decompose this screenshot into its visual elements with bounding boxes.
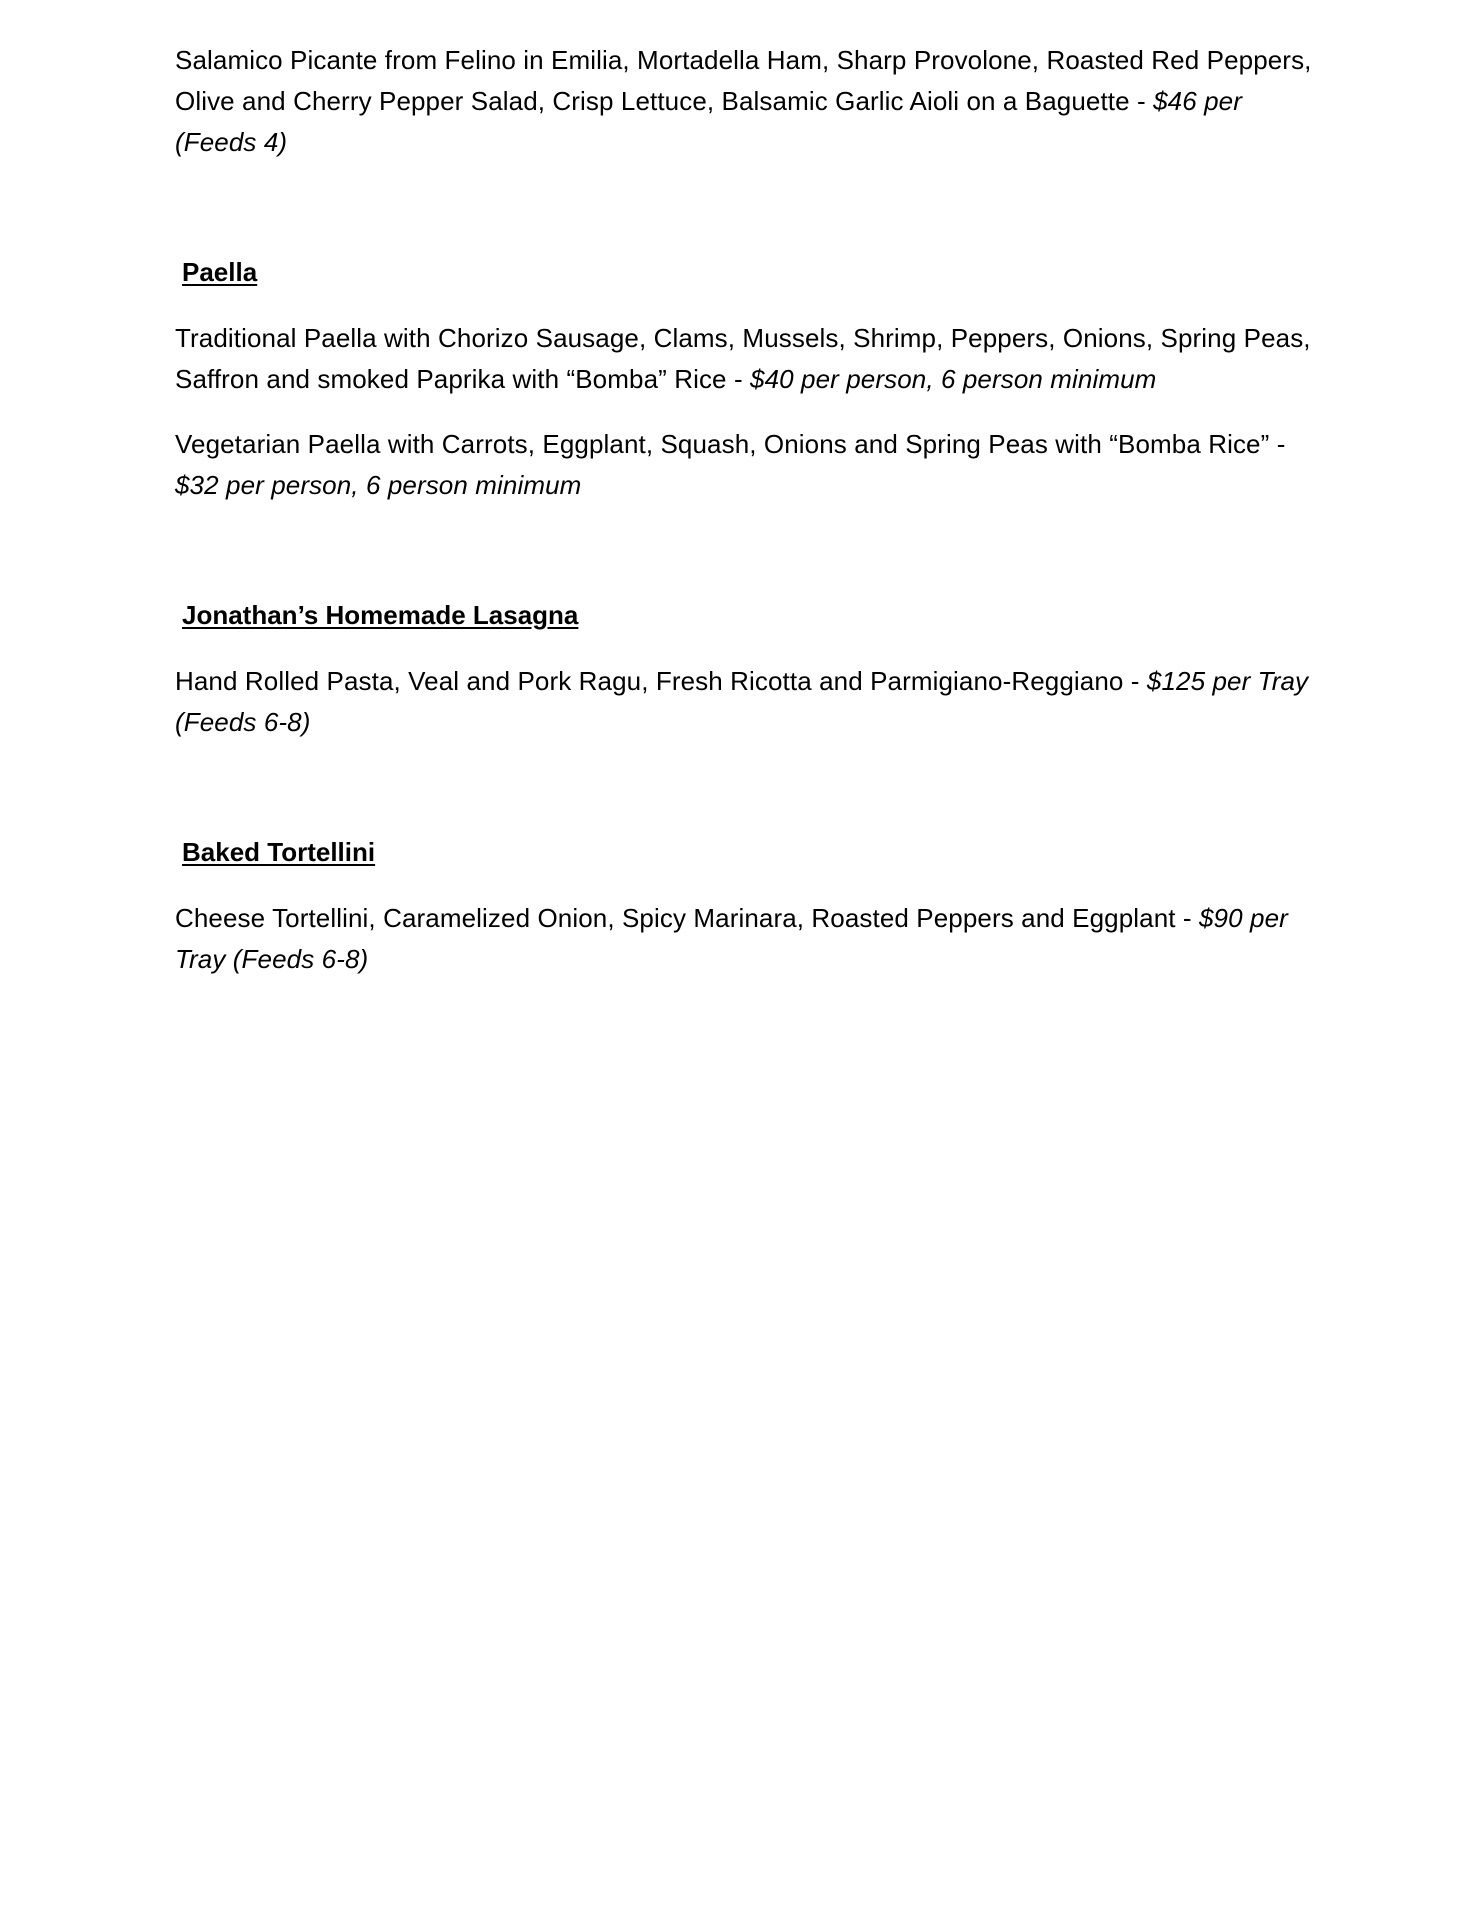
lasagna-text bbox=[175, 661, 1325, 743]
tortellini-description: Cheese Tortellini, Caramelized Onion, Spicy Marinara, Roasted Peppers and Eggplant - bbox=[175, 903, 1199, 933]
tortellini-section bbox=[175, 832, 1325, 873]
lasagna-description: Hand Rolled Pasta, Veal and Pork Ragu, Fresh Ricotta and Parmigiano-Reggiano - bbox=[175, 666, 1147, 696]
sandwich-text bbox=[175, 40, 1325, 163]
paella-traditional-item bbox=[175, 318, 1325, 400]
tortellini-item bbox=[175, 898, 1325, 980]
lasagna-heading: Jonathan’s Homemade Lasagna bbox=[182, 600, 579, 630]
paella-vegetarian-price: $32 per person, 6 person minimum bbox=[175, 470, 582, 500]
lasagna-price: $125 per Tray (Feeds 6-8) bbox=[175, 666, 1309, 737]
paella-vegetarian-text bbox=[175, 424, 1325, 506]
sandwich-item bbox=[175, 40, 1325, 163]
paella-heading: Paella bbox=[182, 257, 258, 287]
lasagna-section bbox=[175, 595, 1325, 636]
paella-traditional-text bbox=[175, 318, 1325, 400]
paella-vegetarian-item bbox=[175, 424, 1325, 506]
paella-traditional-description: Traditional Paella with Chorizo Sausage, Clams, Mussels, Shrimp, Peppers, Onions, Spring Peas, Saffron and smoked Paprika with “Bomba” Rice - bbox=[175, 323, 1311, 394]
tortellini-price: $90 per Tray (Feeds 6-8) bbox=[175, 903, 1288, 974]
tortellini-heading: Baked Tortellini bbox=[182, 837, 376, 867]
paella-vegetarian-description: Vegetarian Paella with Carrots, Eggplant, Squash, Onions and Spring Peas with “Bomba Rice” - bbox=[175, 429, 1286, 459]
sandwich-description: Salamico Picante from Felino in Emilia, Mortadella Ham, Sharp Provolone, Roasted Red Peppers, Olive and Cherry Pepper Salad, Crisp Lettuce, Balsamic Garlic Aioli on a Baguette - bbox=[175, 45, 1312, 116]
sandwich-price: $46 per (Feeds 4) bbox=[175, 86, 1242, 157]
paella-section bbox=[175, 252, 1325, 293]
paella-traditional-price: $40 per person, 6 person minimum bbox=[750, 364, 1157, 394]
tortellini-text bbox=[175, 898, 1325, 980]
lasagna-item bbox=[175, 661, 1325, 743]
